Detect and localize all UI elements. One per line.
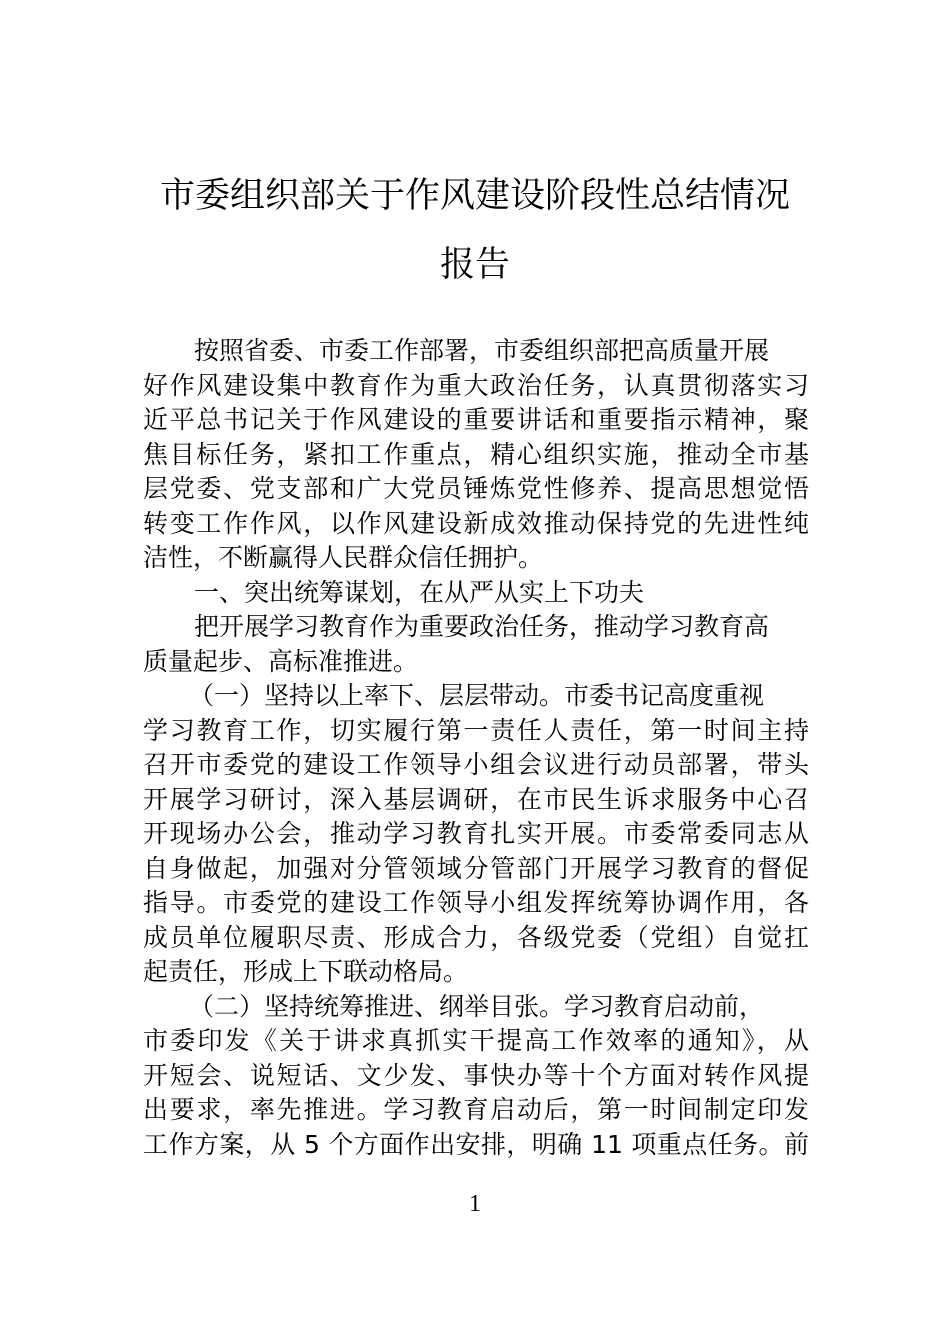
paragraph-line: 起责任，形成上下联动格局。 [143,957,469,986]
paragraph-line: 近平总书记关于作风建设的重要讲话和重要指示精神，聚 [143,405,809,434]
page-number: 1 [469,1191,481,1217]
paragraph-line: 召开市委党的建设工作领导小组会议进行动员部署，带头 [143,750,809,779]
paragraph-line: 出要求，率先推进。学习教育启动后，第一时间制定印发 [143,1095,809,1124]
subsection-heading: （一）坚持以上率下、层层带动。市委书记高度重视 [189,681,765,710]
paragraph-line: 指导。市委党的建设工作领导小组发挥统筹协调作用，各 [143,888,809,917]
document-body [143,334,809,1162]
paragraph-line: 成员单位履职尽责、形成合力，各级党委（党组）自觉扛 [143,922,809,952]
paragraph-line: 层党委、党支部和广大党员锤炼党性修养、提高思想觉悟 [143,474,809,503]
subsection-heading: （二）坚持统筹推进、纲举目张。学习教育启动前， [189,991,765,1021]
paragraph-line: 按照省委、市委工作部署，市委组织部把高质量开展 [194,336,770,365]
paragraph-line: 自身做起，加强对分管领域分管部门开展学习教育的督促 [143,853,809,883]
paragraph-line: 洁性，不断赢得人民群众信任拥护。 [143,543,544,572]
document-title-line-2: 报告 [439,245,510,285]
paragraph-line: 把开展学习教育作为重要政治任务，推动学习教育高 [194,612,770,641]
paragraph-line: 市委印发《关于讲求真抓实干提高工作效率的通知》，从 [143,1026,809,1055]
section-heading: 一、突出统筹谋划，在从严从实上下功夫 [194,577,645,607]
paragraph-line: 质量起步、高标准推进。 [143,646,419,676]
paragraph-line: 开短会、说短话、文少发、事快办等十个方面对转作风提 [143,1060,809,1090]
paragraph-line: 学习教育工作，切实履行第一责任人责任，第一时间主持 [143,715,809,745]
document-title-line-1: 市委组织部关于作风建设阶段性总结情况 [159,176,790,216]
paragraph-line: 工作方案，从 5 个方面作出安排，明确 11 项重点任务。前 [143,1129,809,1159]
paragraph-line: 开现场办公会，推动学习教育扎实开展。市委常委同志从 [143,819,809,848]
paragraph-line: 好作风建设集中教育作为重大政治任务，认真贯彻落实习 [143,370,809,400]
paragraph-line: 转变工作作风，以作风建设新成效推动保持党的先进性纯 [143,508,809,538]
paragraph-line: 开展学习研讨，深入基层调研，在市民生诉求服务中心召 [143,784,809,814]
paragraph-line: 焦目标任务，紧扣工作重点，精心组织实施，推动全市基 [143,439,809,469]
